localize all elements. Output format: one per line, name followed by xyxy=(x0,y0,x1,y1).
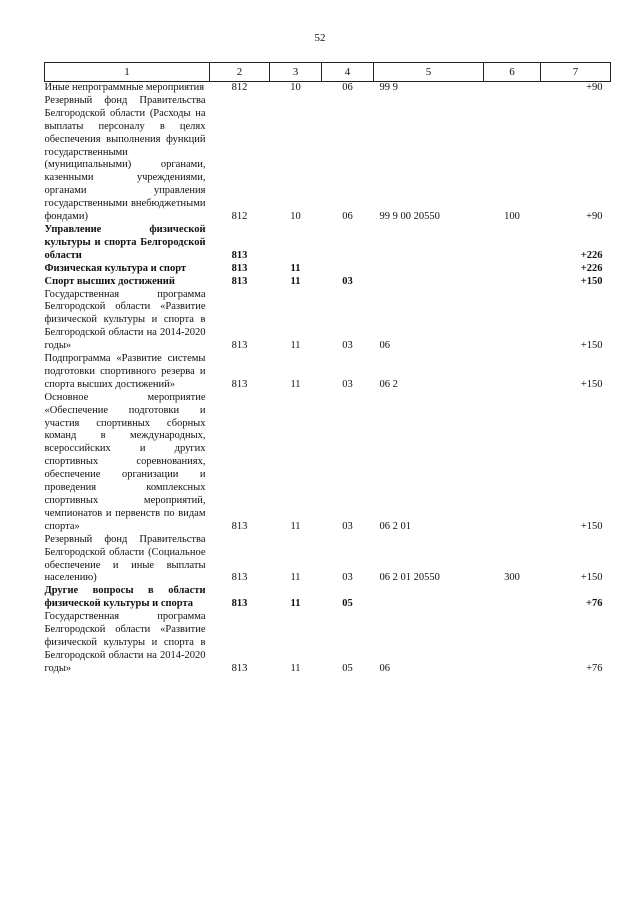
row-amount: +76 xyxy=(586,662,603,674)
row-expense-type xyxy=(484,611,541,676)
row-ved-code: 813 xyxy=(231,275,248,287)
row-expense-type xyxy=(484,585,541,611)
table-row xyxy=(45,611,611,676)
row-amount: +150 xyxy=(580,572,603,584)
table-body xyxy=(45,82,611,676)
row-section-code: 11 xyxy=(290,662,301,674)
row-target-article: 99 9 xyxy=(379,82,398,93)
table-row xyxy=(45,585,611,611)
row-ved-code: 813 xyxy=(231,662,248,674)
row-name: Резервный фонд Правительства Белгородской области (Расходы на выплаты персоналу в целях обеспечения выполнения функций государственными (муниципальными) органами, казенными учреждениями, органами управления государственными внебюджетными фондами) xyxy=(44,94,206,223)
row-expense-type xyxy=(484,263,541,276)
row-target-article: 06 xyxy=(379,340,390,352)
row-name: Управление физической культуры и спорта Белгородской области xyxy=(44,223,206,261)
row-amount: +90 xyxy=(586,211,603,223)
row-subsection-code: 05 xyxy=(342,598,353,610)
column-header-4: 4 xyxy=(322,63,374,82)
row-amount: +76 xyxy=(586,598,603,610)
row-expense-type xyxy=(484,224,541,263)
row-section-code: 11 xyxy=(290,378,301,390)
row-subsection-code: 05 xyxy=(342,662,353,674)
row-section-code xyxy=(270,224,322,263)
row-amount: +150 xyxy=(580,520,603,532)
row-target-article xyxy=(374,224,484,263)
row-target-article xyxy=(374,585,484,611)
row-name: Спорт высших достижений xyxy=(44,275,175,287)
column-header-7: 7 xyxy=(541,63,611,82)
row-ved-code: 813 xyxy=(231,262,248,274)
row-ved-code: 813 xyxy=(231,378,248,390)
row-amount: +90 xyxy=(586,82,603,93)
row-section-code: 11 xyxy=(290,598,301,610)
row-ved-code: 812 xyxy=(231,211,248,223)
row-target-article xyxy=(374,276,484,289)
row-target-article: 06 xyxy=(379,662,390,674)
row-expense-type: 300 xyxy=(504,572,520,584)
row-name: Физическая культура и спорт xyxy=(44,262,187,274)
row-section-code: 11 xyxy=(290,340,301,352)
budget-table xyxy=(44,62,611,676)
row-subsection-code: 03 xyxy=(342,572,353,584)
row-subsection-code: 03 xyxy=(342,275,353,287)
row-section-code: 10 xyxy=(290,211,301,223)
table-row xyxy=(45,289,611,354)
column-header-5: 5 xyxy=(374,63,484,82)
row-target-article: 06 2 xyxy=(379,378,398,390)
row-subsection-code: 03 xyxy=(342,520,353,532)
table-row xyxy=(45,353,611,392)
row-expense-type xyxy=(484,392,541,534)
table-header-row xyxy=(45,63,611,82)
row-expense-type xyxy=(484,289,541,354)
row-subsection-code: 06 xyxy=(342,211,353,223)
row-section-code: 11 xyxy=(290,275,301,287)
row-name: Другие вопросы в области физической культуры и спорта xyxy=(44,585,206,610)
column-header-3: 3 xyxy=(270,63,322,82)
page-number: 52 xyxy=(314,32,326,44)
row-subsection-code: 03 xyxy=(342,378,353,390)
table-row xyxy=(45,82,611,95)
row-expense-type xyxy=(484,353,541,392)
row-target-article: 06 2 01 20550 xyxy=(379,572,440,584)
row-subsection-code: 03 xyxy=(342,340,353,352)
table-row xyxy=(45,534,611,586)
row-name: Основное мероприятие «Обеспечение подготовки и участия спортивных сборных команд в международных, всероссийских и других спортивных соревнованиях, обеспечение организации и проведения комплексных спортивных мероприятий, чемпионатов и первенств по видам спорта» xyxy=(44,391,206,532)
row-name: Подпрограмма «Развитие системы подготовки спортивного резерва и спорта высших достижений» xyxy=(44,353,206,390)
row-ved-code: 813 xyxy=(231,520,248,532)
row-amount: +226 xyxy=(580,249,603,261)
column-header-1: 1 xyxy=(45,63,210,82)
row-subsection-code xyxy=(322,263,374,276)
row-section-code: 11 xyxy=(290,520,301,532)
row-name: Государственная программа Белгородской области «Развитие физической культуры и спорта в Белгородской области на 2014-2020 годы» xyxy=(44,611,206,674)
row-amount: +150 xyxy=(580,275,603,287)
row-expense-type xyxy=(484,82,541,95)
column-header-2: 2 xyxy=(210,63,270,82)
row-name: Резервный фонд Правительства Белгородской области (Социальное обеспечение и иные выплаты населению) xyxy=(44,533,206,584)
row-subsection-code: 06 xyxy=(342,82,353,93)
row-target-article: 99 9 00 20550 xyxy=(379,211,440,223)
table-row xyxy=(45,392,611,534)
row-section-code: 11 xyxy=(290,572,301,584)
table-row xyxy=(45,276,611,289)
row-ved-code: 813 xyxy=(231,340,248,352)
row-expense-type: 100 xyxy=(504,211,520,223)
table-row xyxy=(45,224,611,263)
row-target-article: 06 2 01 xyxy=(379,520,411,532)
row-amount: +150 xyxy=(580,378,603,390)
row-section-code: 11 xyxy=(290,262,301,274)
row-target-article xyxy=(374,263,484,276)
column-header-6: 6 xyxy=(484,63,541,82)
row-expense-type xyxy=(484,276,541,289)
table-row xyxy=(45,263,611,276)
row-ved-code: 813 xyxy=(231,572,248,584)
row-amount: +226 xyxy=(580,262,603,274)
row-ved-code: 813 xyxy=(231,249,248,261)
row-ved-code: 813 xyxy=(231,598,248,610)
row-name: Иные непрограммные мероприятия xyxy=(44,82,205,93)
row-name: Государственная программа Белгородской области «Развитие физической культуры и спорта в Белгородской области на 2014-2020 годы» xyxy=(44,288,206,352)
row-ved-code: 812 xyxy=(231,82,248,93)
row-subsection-code xyxy=(322,224,374,263)
row-amount: +150 xyxy=(580,340,603,352)
row-section-code: 10 xyxy=(290,82,301,93)
table-row xyxy=(45,95,611,224)
